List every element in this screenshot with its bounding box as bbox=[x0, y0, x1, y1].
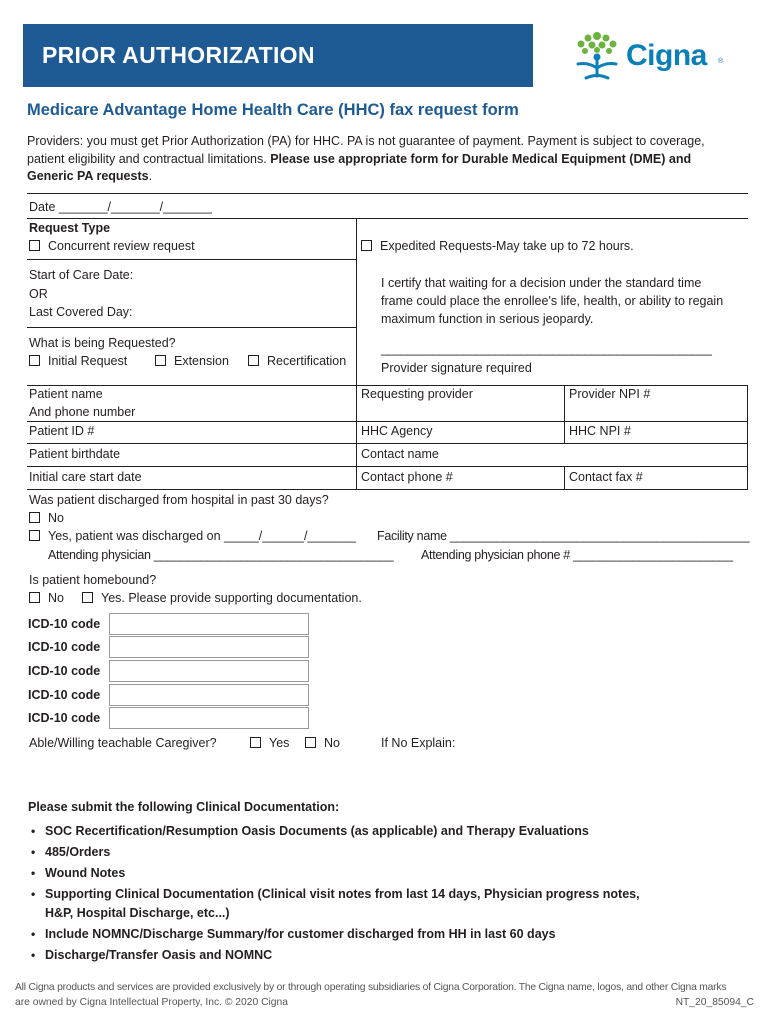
initial-request-label: Initial Request bbox=[48, 354, 128, 368]
clinical-item-2: 485/Orders bbox=[45, 845, 111, 859]
footer-code: NT_20_85094_C bbox=[675, 997, 754, 1008]
initial-care-label: Initial care start date bbox=[29, 470, 142, 484]
discharged-yes-checkbox[interactable] bbox=[29, 530, 40, 541]
caregiver-no-label: No bbox=[324, 736, 340, 750]
form-title: Medicare Advantage Home Health Care (HHC) fax request form bbox=[27, 101, 519, 119]
patient-birthdate-label: Patient birthdate bbox=[29, 447, 121, 461]
icd-code-input-4[interactable] bbox=[109, 684, 309, 706]
bullet-5: • bbox=[31, 927, 36, 941]
discharged-no-checkbox[interactable] bbox=[29, 512, 40, 523]
icd-code-input-1[interactable] bbox=[109, 613, 309, 635]
icd-code-input-5[interactable] bbox=[109, 707, 309, 729]
attending-physician-field[interactable]: Attending physician ____________________________________ bbox=[48, 548, 394, 562]
last-covered-label: Last Covered Day: bbox=[29, 305, 133, 319]
recertification-label: Recertification bbox=[267, 354, 347, 368]
what-requested-label: What is being Requested? bbox=[29, 336, 176, 350]
divider-date bbox=[27, 218, 748, 219]
concurrent-review-option[interactable] bbox=[29, 239, 195, 254]
intro-line-3 bbox=[27, 169, 152, 184]
clinical-item-5: Include NOMNC/Discharge Summary/for customer discharged from HH in last 60 days bbox=[45, 927, 556, 941]
certify-line-2: frame could place the enrollee's life, health, or ability to regain bbox=[381, 294, 724, 308]
expedited-label: Expedited Requests-May take up to 72 hours. bbox=[380, 239, 634, 253]
clinical-item-6: Discharge/Transfer Oasis and NOMNC bbox=[45, 948, 273, 962]
provider-npi-label: Provider NPI # bbox=[569, 387, 651, 401]
bullet-1: • bbox=[31, 824, 36, 838]
signature-line[interactable]: ____________________________________________________ bbox=[381, 342, 712, 356]
bullet-2: • bbox=[31, 845, 36, 859]
start-of-care-label: Start of Care Date: bbox=[29, 268, 134, 282]
caregiver-question: Able/Willing teachable Caregiver? bbox=[29, 736, 217, 750]
icd-code-input-2[interactable] bbox=[109, 636, 309, 658]
caregiver-yes-option[interactable] bbox=[250, 736, 289, 751]
divider-top bbox=[27, 193, 748, 194]
table-top bbox=[27, 385, 748, 386]
icd-code-label-1: ICD-10 code bbox=[28, 617, 101, 631]
table-col-divider-2b bbox=[564, 466, 565, 489]
contact-phone-label: Contact phone # bbox=[361, 470, 453, 484]
certify-line-3: maximum function in serious jeopardy. bbox=[381, 312, 594, 326]
table-row-2-bottom bbox=[27, 443, 748, 444]
intro-line-3-end: . bbox=[148, 169, 153, 183]
header-banner bbox=[23, 24, 533, 87]
intro-line-1: Providers: you must get Prior Authorization (PA) for HHC. PA is not guarantee of payment. Payment is subject to coverage, bbox=[27, 134, 705, 148]
intro-line-2 bbox=[27, 152, 691, 167]
icd-code-label-2: ICD-10 code bbox=[28, 640, 101, 654]
recertification-checkbox[interactable] bbox=[248, 355, 259, 366]
divider-left-1 bbox=[27, 259, 356, 260]
bullet-3: • bbox=[31, 866, 36, 880]
provider-signature-label: Provider signature required bbox=[381, 361, 532, 375]
date-field[interactable]: Date _______/_______/_______ bbox=[29, 200, 212, 214]
table-row-3-bottom bbox=[27, 466, 748, 467]
initial-request-option[interactable] bbox=[29, 354, 127, 369]
footer-line-2: are owned by Cigna Intellectual Property, Inc. © 2020 Cigna bbox=[15, 997, 288, 1008]
homebound-question: Is patient homebound? bbox=[29, 573, 157, 587]
patient-id-label: Patient ID # bbox=[29, 424, 95, 438]
icd-code-label-4: ICD-10 code bbox=[28, 688, 101, 702]
table-col-divider-2a bbox=[564, 385, 565, 443]
footer-line-1: All Cigna products and services are provided exclusively by or through operating subsidiaries of Cigna Corporation. The Cigna name, logos, and other Cigna marks bbox=[15, 982, 727, 993]
intro-line-3-bold: Generic PA requests bbox=[27, 169, 149, 183]
clinical-item-1: SOC Recertification/Resumption Oasis Documents (as applicable) and Therapy Evaluations bbox=[45, 824, 589, 838]
homebound-no-label: No bbox=[48, 591, 64, 605]
caregiver-yes-label: Yes bbox=[269, 736, 290, 750]
expedited-checkbox[interactable] bbox=[361, 240, 372, 251]
extension-option[interactable] bbox=[155, 354, 229, 369]
icd-code-label-3: ICD-10 code bbox=[28, 664, 101, 678]
cigna-logo bbox=[568, 28, 733, 84]
icd-code-input-3[interactable] bbox=[109, 660, 309, 682]
banner-title: PRIOR AUTHORIZATION bbox=[42, 42, 315, 68]
homebound-yes-label: Yes. Please provide supporting documentation. bbox=[101, 591, 362, 605]
discharged-no-label: No bbox=[48, 511, 64, 525]
recertification-option[interactable] bbox=[248, 354, 346, 369]
contact-name-label: Contact name bbox=[361, 447, 439, 461]
clinical-item-4-continued: H&P, Hospital Discharge, etc...) bbox=[45, 906, 230, 920]
caregiver-no-checkbox[interactable] bbox=[305, 737, 316, 748]
registered-mark: ® bbox=[718, 58, 724, 65]
icd-code-label-5: ICD-10 code bbox=[28, 711, 101, 725]
table-bottom bbox=[27, 489, 748, 490]
homebound-no-option[interactable] bbox=[29, 591, 64, 606]
bullet-6: • bbox=[31, 948, 36, 962]
if-no-explain-label: If No Explain: bbox=[381, 736, 456, 750]
caregiver-no-option[interactable] bbox=[305, 736, 340, 751]
vertical-divider-upper bbox=[356, 218, 357, 385]
discharged-yes-label: Yes, patient was discharged on _____/______/_______ bbox=[48, 529, 357, 543]
discharged-no-option[interactable] bbox=[29, 511, 64, 526]
table-right-edge bbox=[747, 385, 748, 489]
discharged-yes-option[interactable] bbox=[29, 529, 356, 544]
caregiver-yes-checkbox[interactable] bbox=[250, 737, 261, 748]
table-col-divider-1 bbox=[356, 385, 357, 489]
intro-line-2-bold: Please use appropriate form for Durable Medical Equipment (DME) and bbox=[270, 152, 692, 166]
concurrent-review-label: Concurrent review request bbox=[48, 239, 195, 253]
extension-checkbox[interactable] bbox=[155, 355, 166, 366]
homebound-no-checkbox[interactable] bbox=[29, 592, 40, 603]
or-label: OR bbox=[29, 287, 48, 301]
homebound-yes-checkbox[interactable] bbox=[82, 592, 93, 603]
hhc-npi-label: HHC NPI # bbox=[569, 424, 631, 438]
phone-number-label: And phone number bbox=[29, 405, 136, 419]
patient-name-label: Patient name bbox=[29, 387, 103, 401]
facility-name-field[interactable]: Facility name _____________________________________________ bbox=[377, 529, 750, 543]
contact-fax-label: Contact fax # bbox=[569, 470, 643, 484]
cigna-tree-icon bbox=[568, 28, 626, 84]
homebound-yes-option[interactable] bbox=[82, 591, 362, 606]
attending-phone-field[interactable]: Attending physician phone # ________________________ bbox=[421, 548, 733, 562]
discharged-question: Was patient discharged from hospital in past 30 days? bbox=[29, 493, 329, 507]
requesting-provider-label: Requesting provider bbox=[361, 387, 473, 401]
clinical-item-4: Supporting Clinical Documentation (Clinical visit notes from last 14 days, Physician progress notes, bbox=[45, 887, 640, 901]
clinical-heading: Please submit the following Clinical Documentation: bbox=[28, 800, 340, 814]
divider-left-2 bbox=[27, 327, 356, 328]
concurrent-review-checkbox[interactable] bbox=[29, 240, 40, 251]
request-type-label: Request Type bbox=[29, 221, 111, 235]
clinical-item-3: Wound Notes bbox=[45, 866, 126, 880]
table-row-1-bottom bbox=[27, 421, 748, 422]
certify-line-1: I certify that waiting for a decision under the standard time bbox=[381, 276, 702, 290]
hhc-agency-label: HHC Agency bbox=[361, 424, 433, 438]
initial-request-checkbox[interactable] bbox=[29, 355, 40, 366]
expedited-option[interactable] bbox=[361, 239, 634, 254]
cigna-wordmark: Cigna bbox=[626, 39, 707, 72]
bullet-4: • bbox=[31, 887, 36, 901]
extension-label: Extension bbox=[174, 354, 229, 368]
intro-line-2-plain: patient eligibility and contractual limitations. bbox=[27, 152, 271, 166]
